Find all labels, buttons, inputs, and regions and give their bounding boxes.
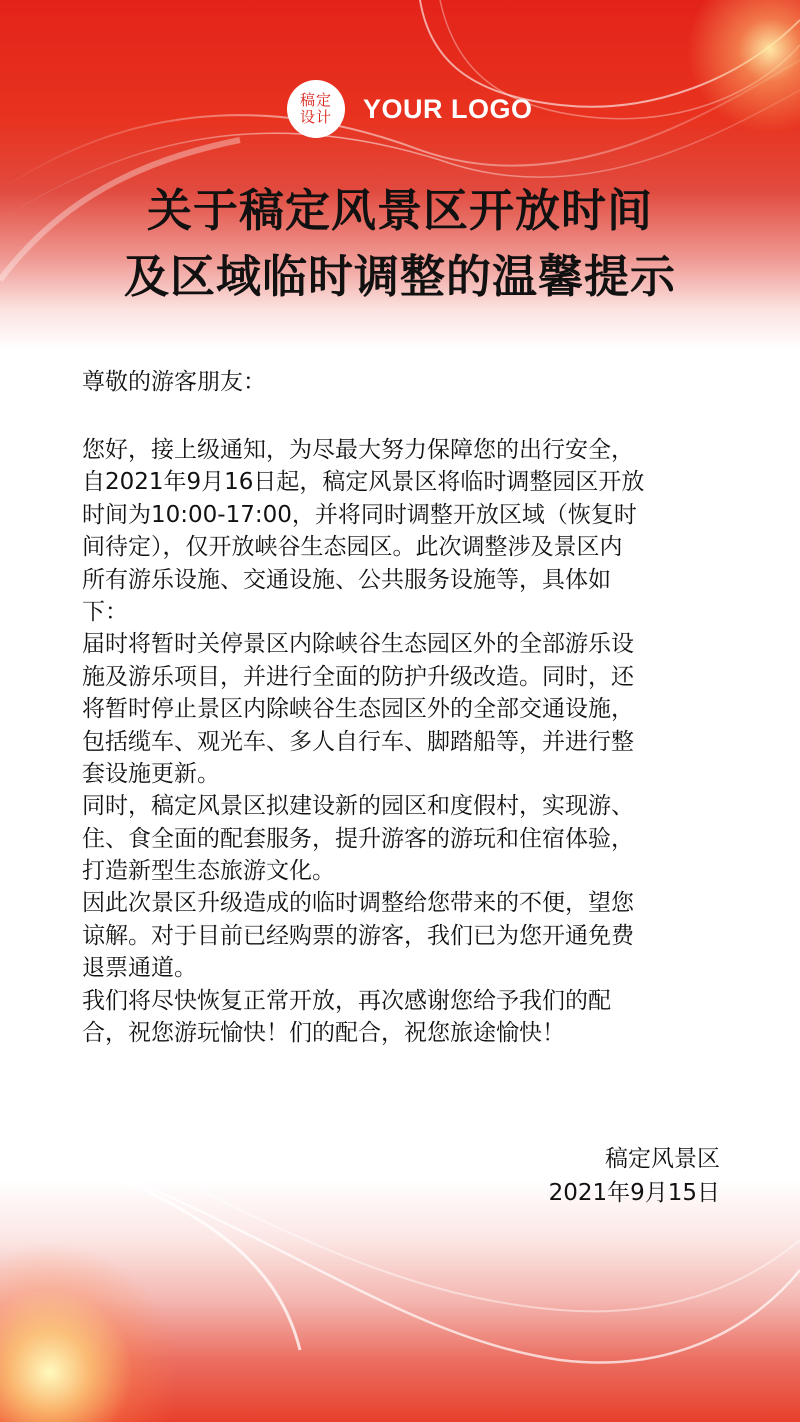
body-line: 同时，稿定风景区拟建设新的园区和度假村，实现游、: [82, 793, 634, 820]
body-line: 包括缆车、观光车、多人自行车、脚踏船等，并进行整: [82, 728, 634, 755]
page-title: [0, 178, 800, 310]
body-line: 时间为10:00-17:00，并将同时调整开放区域（恢复时: [82, 501, 637, 528]
body-line: 您好，接上级通知，为尽最大努力保障您的出行安全，: [82, 437, 634, 463]
body-line: 住、食全面的配套服务，提升游客的游玩和住宿体验，: [82, 825, 634, 852]
logo-badge-line1: 稿定: [299, 91, 332, 109]
body-line: 将暂时停止景区内除峡谷生态园区外的全部交通设施，: [82, 696, 634, 723]
body-line: 届时将暂时关停景区内除峡谷生态园区外的全部游乐设: [82, 631, 634, 658]
signature-block: [549, 1142, 720, 1210]
title-line-1: 关于稿定风景区开放时间: [146, 184, 653, 237]
body-line: 套设施更新。: [82, 760, 220, 787]
body-line: 间待定），仅开放峡谷生态园区。此次调整涉及景区内: [82, 534, 623, 561]
body-line: 我们将尽快恢复正常开放，再次感谢您给予我们的配: [82, 987, 611, 1014]
body-line: 因此次景区升级造成的临时调整给您带来的不便，望您: [82, 890, 634, 917]
body-line: 下：: [82, 598, 128, 625]
logo-badge-line2: 设计: [299, 108, 332, 126]
logo-badge-icon: [287, 80, 345, 138]
body-line: 施及游乐项目，并进行全面的防护升级改造。同时，还: [82, 663, 634, 690]
body-line: 自2021年9月16日起，稿定风景区将临时调整园区开放: [82, 469, 645, 496]
body-line: 合，祝您游玩愉快！们的配合，祝您旅途愉快！: [82, 1020, 565, 1047]
greeting: 尊敬的游客朋友：: [82, 369, 266, 395]
signature-organization: 稿定风景区: [605, 1146, 720, 1172]
body-line: 谅解。对于目前已经购票的游客，我们已为您开通免费: [82, 922, 634, 949]
logo-text: YOUR LOGO: [363, 93, 533, 124]
brand-logo: [287, 80, 533, 138]
body-line: 退票通道。: [82, 955, 197, 982]
title-line-2: 及区域临时调整的温馨提示: [123, 250, 676, 303]
notice-body: [82, 434, 722, 1049]
body-line: 打造新型生态旅游文化。: [82, 858, 335, 885]
body-line: 所有游乐设施、交通设施、公共服务设施等，具体如: [82, 566, 611, 593]
signature-date: 2021年9月15日: [548, 1180, 720, 1206]
